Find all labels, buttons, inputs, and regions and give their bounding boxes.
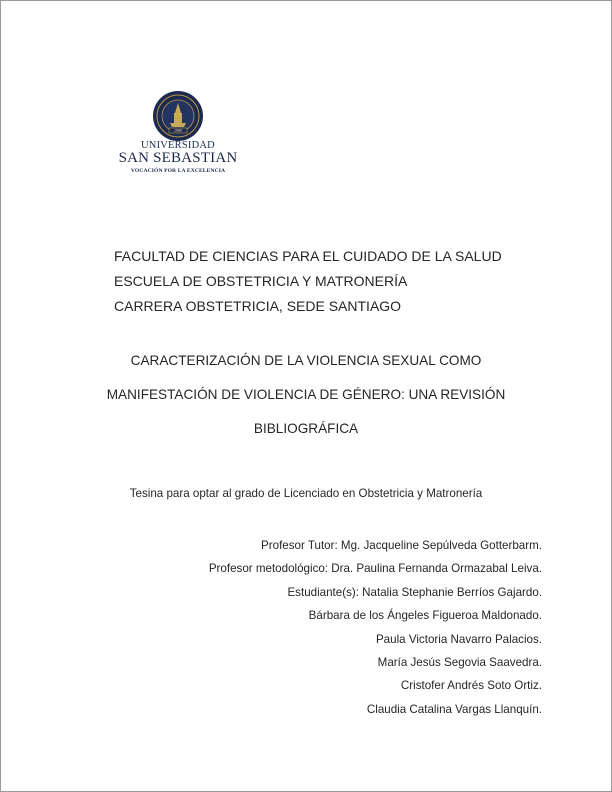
student-line: Estudiante(s): Natalia Stephanie Berríos Gajardo.: [287, 585, 542, 599]
student-line: Cristofer Andrés Soto Ortiz.: [400, 679, 542, 693]
university-name-line2: SAN SEBASTIAN: [118, 150, 238, 166]
methodology-line: Profesor metodológico: Dra. Paulina Fernanda Ormazabal Leiva.: [208, 562, 542, 576]
university-logo: [116, 90, 240, 180]
credits-block: [209, 534, 542, 721]
faculty-name: FACULTAD DE CIENCIAS PARA EL CUIDADO DE LA SALUD: [114, 248, 502, 264]
title-line-2: MANIFESTACIÓN DE VIOLENCIA DE GÉNERO: UNA REVISIÓN: [106, 387, 506, 402]
university-name-line1: UNIVERSIDAD: [141, 140, 215, 151]
university-motto: VOCACIÓN POR LA EXCELENCIA: [130, 168, 226, 174]
tutor-line: Profesor Tutor: Mg. Jacqueline Sepúlveda Gotterbarm.: [261, 539, 542, 552]
title-line-1: CARACTERIZACIÓN DE LA VIOLENCIA SEXUAL COMO: [130, 353, 482, 368]
faculty-header: [114, 244, 502, 319]
student-line: Bárbara de los Ángeles Figueroa Maldonado.: [308, 609, 542, 623]
thesis-title: [70, 344, 542, 446]
student-line: María Jesús Segovia Saavedra.: [377, 656, 542, 670]
school-name: ESCUELA DE OBSTETRICIA Y MATRONERÍA: [114, 273, 408, 289]
thesis-statement: Tesina para optar al grado de Licenciado en Obstetricia y Matronería: [129, 487, 483, 500]
student-line: Claudia Catalina Vargas Llanquín.: [366, 702, 542, 716]
svg-text:1989: 1989: [174, 128, 182, 133]
career-name: CARRERA OBSTETRICIA, SEDE SANTIAGO: [114, 298, 402, 314]
university-seal-icon: [152, 90, 204, 142]
student-line: Paula Victoria Navarro Palacios.: [375, 632, 542, 646]
title-line-3: BIBLIOGRÁFICA: [253, 421, 359, 436]
